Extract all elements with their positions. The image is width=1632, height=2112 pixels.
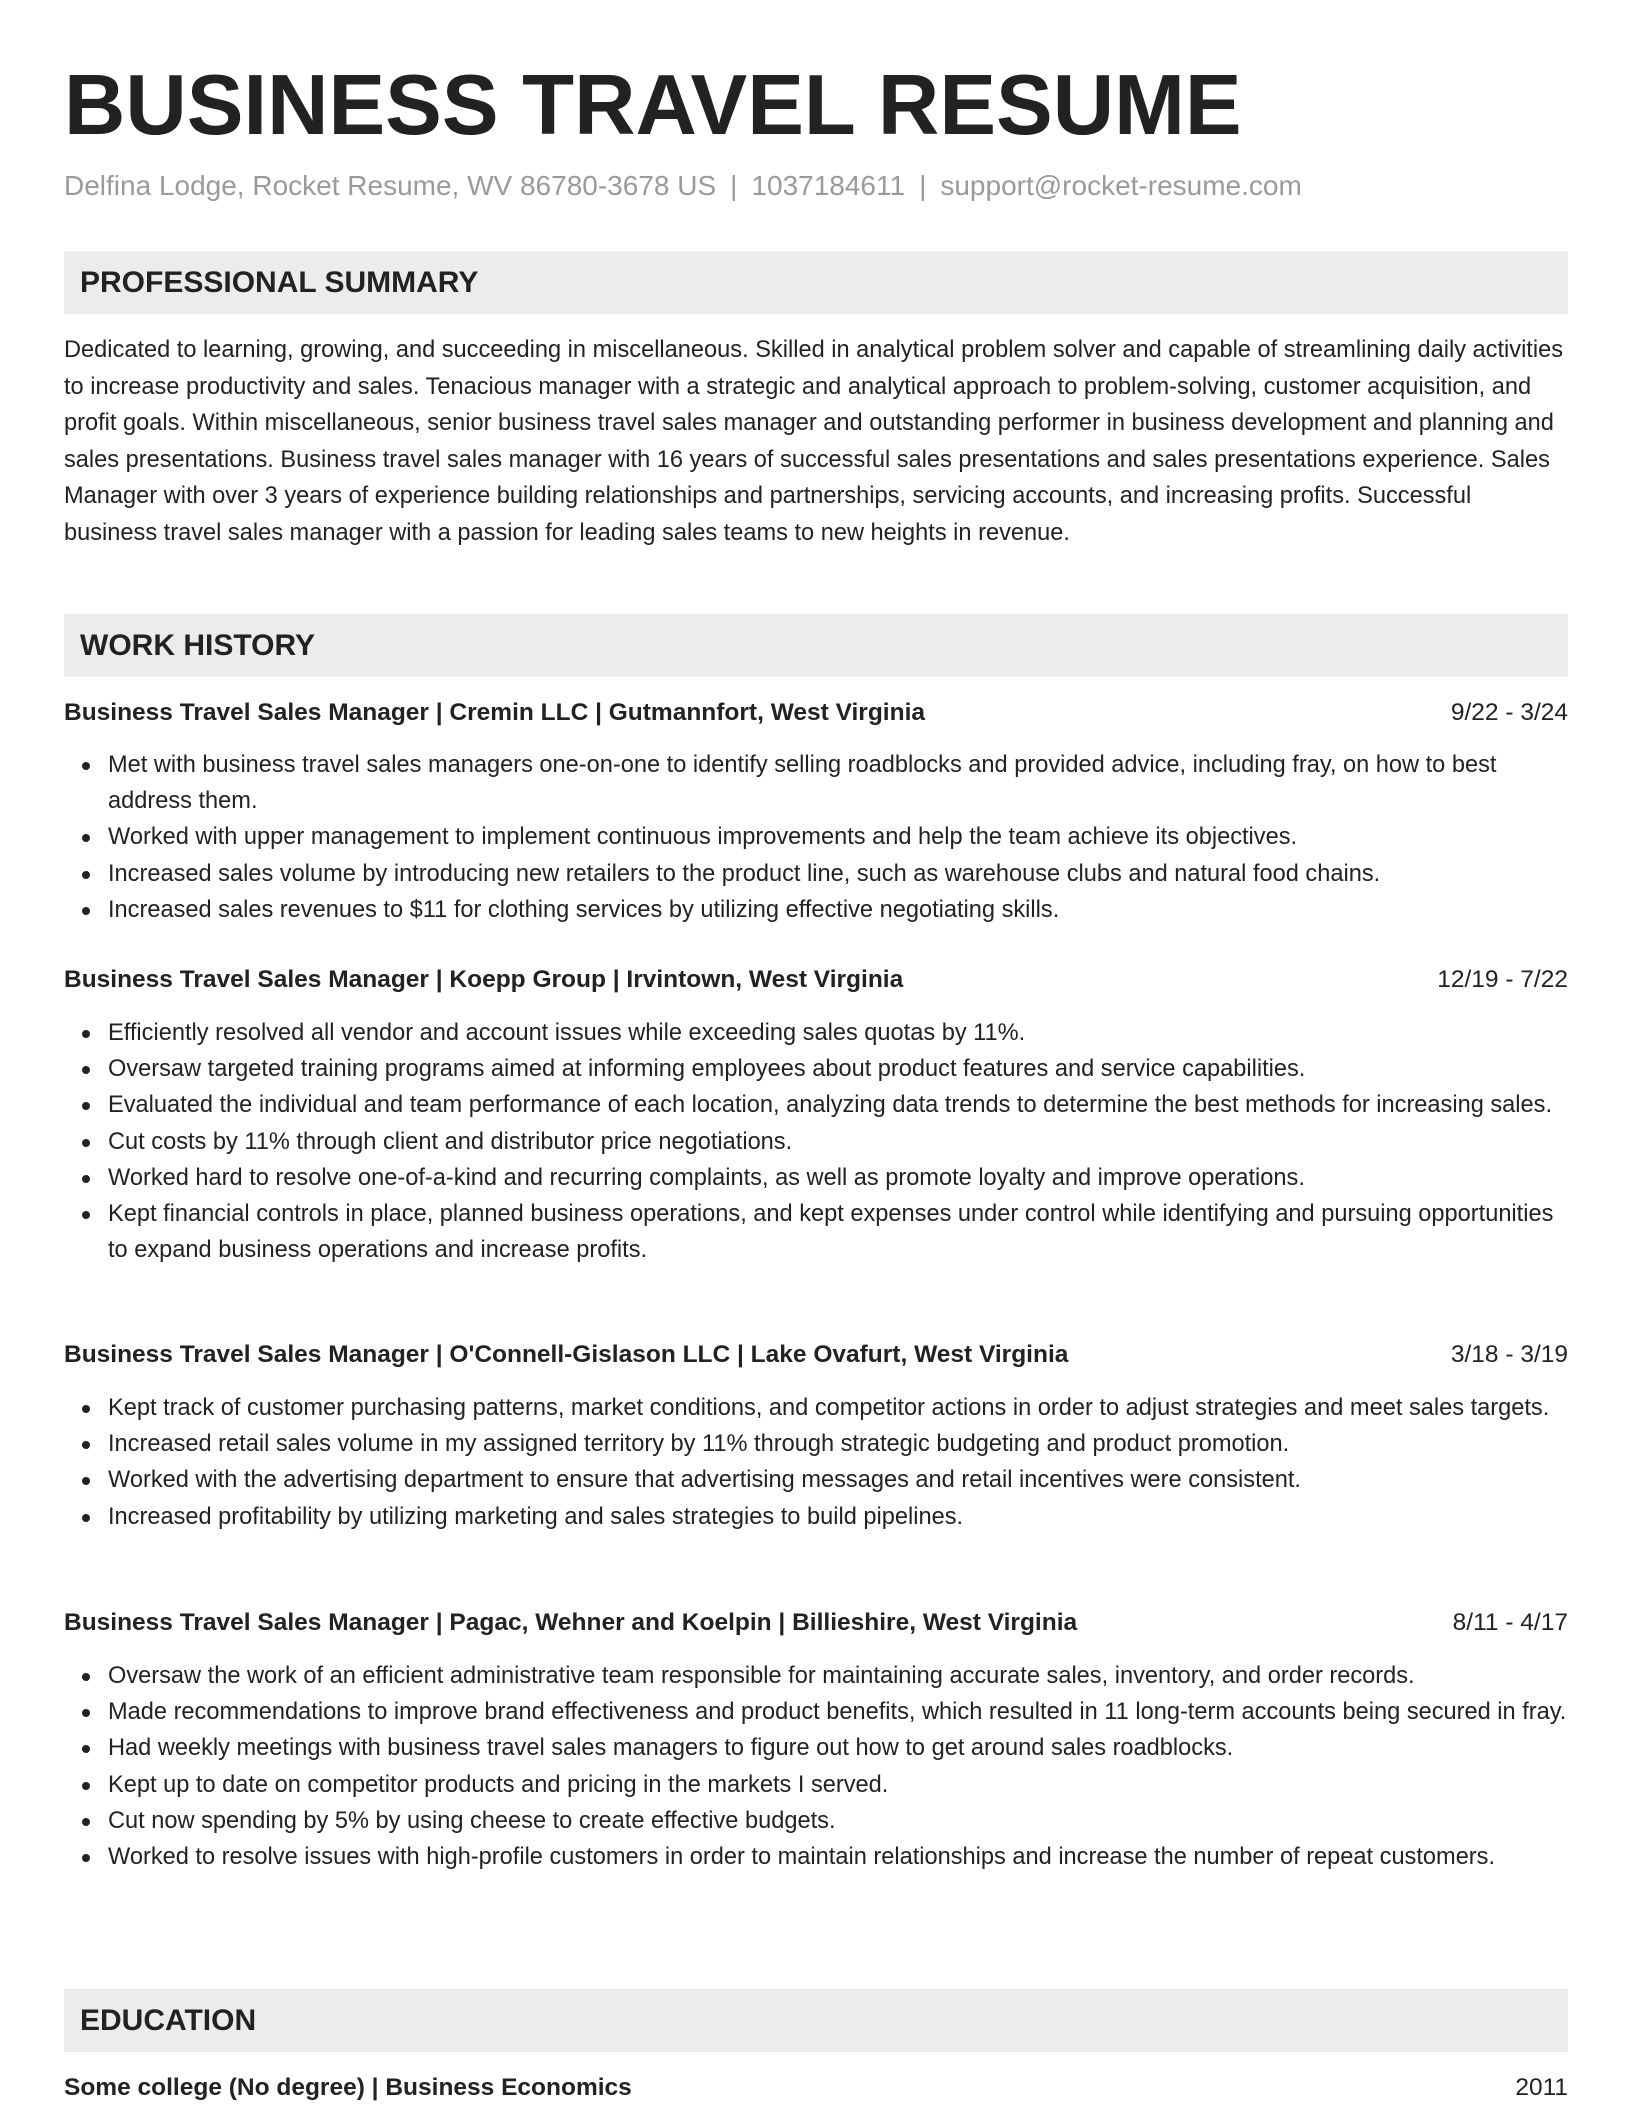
contact-address: Delfina Lodge, Rocket Resume, WV 86780-3678 US	[64, 170, 717, 201]
work-heading: WORK HISTORY	[80, 629, 316, 662]
summary-heading: PROFESSIONAL SUMMARY	[80, 266, 479, 299]
list-item: Increased sales revenues to $11 for clothing services by utilizing effective negotiating skills.	[108, 892, 1568, 928]
job-title: Business Travel Sales Manager | O'Connell-Gislason LLC | Lake Ovafurt, West Virginia	[64, 1341, 1069, 1368]
job-header	[64, 1603, 1568, 1643]
list-item: Cut costs by 11% through client and distributor price negotiations.	[108, 1124, 1568, 1160]
list-item: Met with business travel sales managers one-on-one to identify selling roadblocks and provided advice, including fray, on how to best address them.	[108, 747, 1568, 819]
list-item: Oversaw the work of an efficient administrative team responsible for maintaining accurate sales, inventory, and order records.	[108, 1658, 1568, 1694]
education-entry	[64, 2068, 1568, 2108]
summary-text: Dedicated to learning, growing, and succeeding in miscellaneous. Skilled in analytical problem solver and capable of streamlining daily activities to increase productivity and sales. Tenacious manager with a strategic and analytical approach to problem-solving, customer acquisition, and profit goals. Within miscellaneous, senior business travel sales manager and outstanding performer in business development and planning and sales presentations. Business travel sales manager with 16 years of successful sales presentations and sales presentations experience. Sales Manager with over 3 years of experience building relationships and partnerships, servicing accounts, and increasing profits. Successful business travel sales manager with a passion for leading sales teams to new heights in revenue.	[64, 337, 1564, 546]
job-dates: 12/19 - 7/22	[1437, 966, 1568, 993]
list-item: Evaluated the individual and team performance of each location, analyzing data trends to determine the best methods for increasing sales.	[108, 1087, 1568, 1123]
job-bullet-list	[64, 1390, 1568, 1535]
list-item: Increased sales volume by introducing new retailers to the product line, such as warehouse clubs and natural food chains.	[108, 856, 1568, 892]
job-header	[64, 693, 1568, 733]
list-item: Increased profitability by utilizing marketing and sales strategies to build pipelines.	[108, 1499, 1568, 1535]
job-title: Business Travel Sales Manager | Koepp Group | Irvintown, West Virginia	[64, 966, 904, 993]
job-bullet-list	[64, 1658, 1568, 1875]
contact-email: support@rocket-resume.com	[940, 170, 1302, 201]
list-item: Kept track of customer purchasing patterns, market conditions, and competitor actions in order to adjust strategies and meet sales targets.	[108, 1390, 1568, 1426]
list-item: Worked with the advertising department to ensure that advertising messages and retail incentives were consistent.	[108, 1462, 1568, 1498]
list-item: Kept up to date on competitor products and pricing in the markets I served.	[108, 1767, 1568, 1803]
education-title: Some college (No degree) | Business Economics	[64, 2074, 632, 2101]
list-item: Made recommendations to improve brand effectiveness and product benefits, which resulted in 11 long-term accounts being secured in fray.	[108, 1694, 1568, 1730]
job-dates: 8/11 - 4/17	[1452, 1609, 1568, 1636]
list-item: Cut now spending by 5% by using cheese to create effective budgets.	[108, 1803, 1568, 1839]
job-dates: 9/22 - 3/24	[1450, 699, 1568, 726]
education-heading: EDUCATION	[80, 2004, 257, 2037]
education-year: 2011	[1515, 2074, 1568, 2101]
summary-section-header	[64, 251, 1568, 314]
contact-line	[64, 166, 1302, 206]
list-item: Increased retail sales volume in my assigned territory by 11% through strategic budgeting and product promotion.	[108, 1426, 1568, 1462]
job-bullet-list	[64, 1015, 1568, 1268]
education-section-header	[64, 1989, 1568, 2052]
job-title: Business Travel Sales Manager | Cremin LLC | Gutmannfort, West Virginia	[64, 699, 926, 726]
job-header	[64, 960, 1568, 1000]
job-title: Business Travel Sales Manager | Pagac, Wehner and Koelpin | Billieshire, West Virginia	[64, 1609, 1078, 1636]
list-item: Kept financial controls in place, planned business operations, and kept expenses under control while identifying and pursuing opportunities to expand business operations and increase profits.	[108, 1196, 1568, 1268]
list-item: Worked to resolve issues with high-profile customers in order to maintain relationships and increase the number of repeat customers.	[108, 1839, 1568, 1875]
resume-title: BUSINESS TRAVEL RESUME	[64, 58, 1242, 153]
job-bullet-list	[64, 747, 1568, 928]
contact-separator: |	[919, 170, 927, 201]
list-item: Oversaw targeted training programs aimed at informing employees about product features and service capabilities.	[108, 1051, 1568, 1087]
list-item: Worked hard to resolve one-of-a-kind and recurring complaints, as well as promote loyalty and improve operations.	[108, 1160, 1568, 1196]
contact-phone: 1037184611	[751, 170, 906, 201]
work-section-header	[64, 614, 1568, 677]
list-item: Efficiently resolved all vendor and account issues while exceeding sales quotas by 11%.	[108, 1015, 1568, 1051]
list-item: Had weekly meetings with business travel sales managers to figure out how to get around sales roadblocks.	[108, 1730, 1568, 1766]
job-dates: 3/18 - 3/19	[1450, 1341, 1568, 1368]
job-header	[64, 1335, 1568, 1375]
list-item: Worked with upper management to implement continuous improvements and help the team achieve its objectives.	[108, 819, 1568, 855]
contact-separator: |	[730, 170, 738, 201]
